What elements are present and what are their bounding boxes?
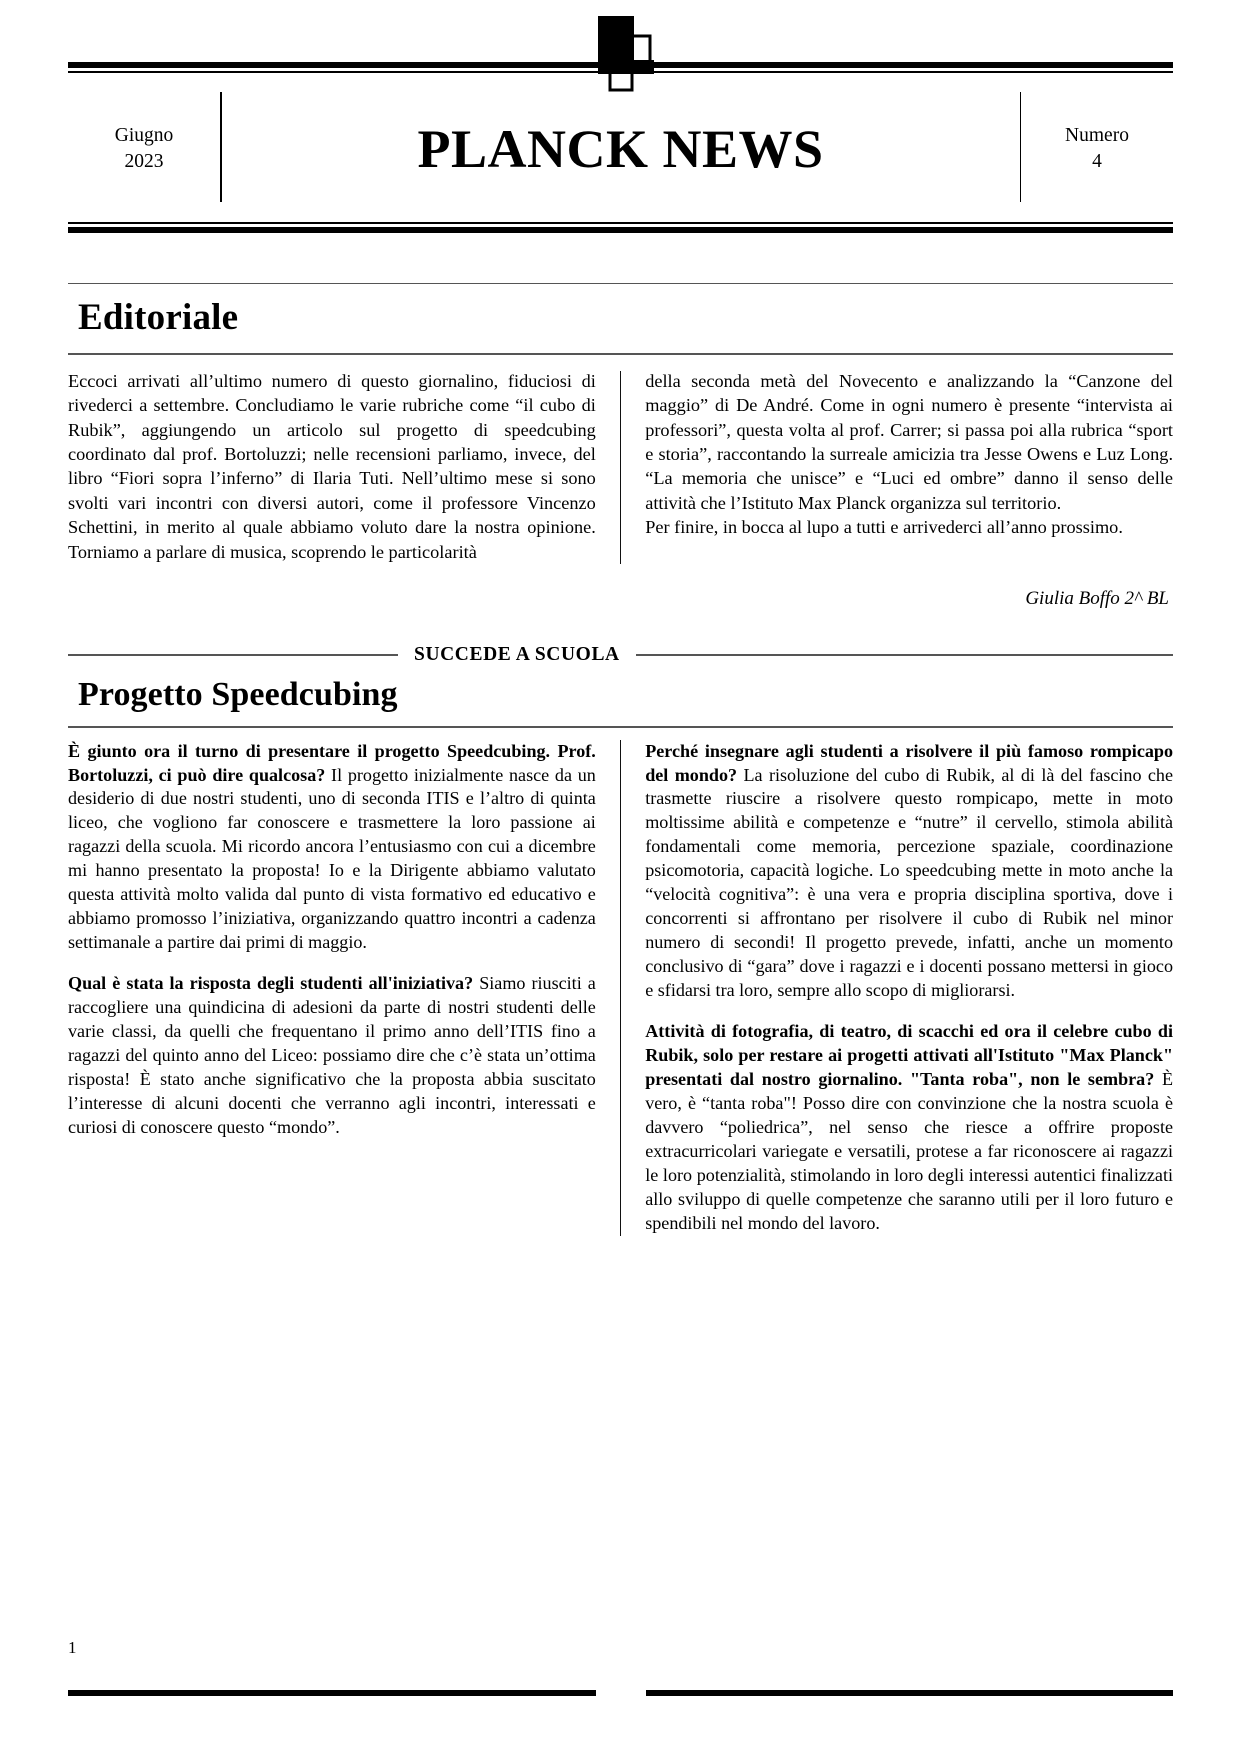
article-column-right [645,740,1173,1236]
qa-block [68,972,596,1140]
qa-question: Attività di fotografia, di teatro, di scacchi ed ora il celebre cubo di Rubik, solo per restare ai progetti attivati all'Istituto "Max Planck" presentati dal nostro giornalino. "Tanta roba", non le sembra? [645,1021,1174,1090]
article-heading: Progetto Speedcubing [78,676,398,714]
qa-block [68,740,596,956]
qa-question: Qual è stata la risposta degli studenti all'iniziativa? [68,973,474,994]
article-column-divider [620,740,621,1236]
editorial-columns [68,369,1173,564]
editorial-rule-below [68,353,1173,354]
editorial-column-left [68,369,596,564]
masthead-date-year: 2023 [124,151,164,172]
footer-rule-gap [596,1690,646,1696]
qa-answer: Il progetto inizialmente nasce da un desiderio di due nostri studenti, uno di seconda ITIS e l’altro di quinta liceo, che vogliono far conoscere e trasmettere la loro passione ai ragazzi della scuola. Mi ricordo ancora l’entusiasmo con cui a dicembre mi hanno presentato la proposta! Io e la Dirigente abbiamo valutato questa attività molto valida dal punto di vista formativo ed educativo e abbiamo promosso l’iniziativa, organizzando quattro incontri a cadenza settimanale a partire dai primi di maggio. [68,764,596,953]
masthead [68,0,1173,235]
footer-rules [68,1690,1173,1696]
editorial-paragraph: Per finire, in bocca al lupo a tutti e arrivederci all’anno prossimo. [645,517,1123,538]
footer-rule-right [646,1690,1174,1696]
qa-answer: È vero, è “tanta roba"! Posso dire con convinzione che la nostra scuola è davvero “poliedrica”, nel senso che riesce a offrire proposte extracurricolari variegate e versatili, protese a far riconoscere ai ragazzi le loro potenzialità, stimolando in loro degli interessi autentici finalizzati allo sviluppo di quelle competenze che saranno utili per il loro futuro e spendibili nel mondo del lavoro. [645,1069,1174,1233]
editorial-byline: Giulia Boffo 2^ BL [1025,588,1169,610]
planck-logo-icon [582,14,660,94]
article-columns [68,740,1173,1236]
band-label: SUCCEDE A SCUOLA [414,644,620,666]
rule-thick [68,227,1173,233]
editorial-paragraph: Eccoci arrivati all’ultimo numero di questo giornalino, fiduciosi di rivederci a settembre. Concludiamo le varie rubriche come “il cubo di Rubik”, aggiungendo un articolo sul progetto di speedcubing coordinato dal prof. Bortoluzzi; nelle recensioni parliamo, invece, del libro “Fiori sopra l’inferno” di Ilaria Tuti. Nell’ultimo mese si sono svolti vari incontri con diversi autori, come il professore Vincenzo Schettini, in merito al quale abbiamo voluto dare la nostra opinione. Torniamo a parlare di musica, scoprendo le particolarità [68,370,596,562]
masthead-body [68,90,1173,208]
editorial-heading: Editoriale [78,297,239,339]
qa-question: È giunto ora il turno di presentare il progetto Speedcubing. Prof. Bortoluzzi, ci può dire qualcosa? [68,740,596,785]
editorial-column-right [645,369,1173,564]
qa-answer: Siamo riusciti a raccogliere una quindicina di adesioni da parte di nostri studenti delle varie classi, da quelli che frequentano il primo anno dell’ITIS fino a ragazzi del quinto anno del Liceo: possiamo dire che c’è stata un’ottima risposta! È stato anche significativo che la proposta abbia suscitato l’interesse di alcuni docenti che verranno agli incontri, interessati e curiosi di conoscere questo “mondo”. [68,973,596,1138]
masthead-date-month: Giugno [114,125,174,147]
rule-thin [68,222,1173,224]
masthead-date [68,90,220,208]
editorial-section [68,283,1173,610]
masthead-issue-number: 4 [1092,151,1102,172]
masthead-issue [1021,90,1173,208]
article-rule-below-heading [68,726,1173,727]
qa-answer: La risoluzione del cubo di Rubik, al di là del fascino che trasmette riuscire a risolvere questo rompicapo, mette in moto moltissime abilità e competenze e “nutre” il cervello, stimola abilità fondamentali come memoria, percezione spaziale, coordinazione psicomotoria, capacità logiche. Lo speedcubing mette in moto anche la “velocità cognitiva”: è una vera e propria disciplina sportiva, dove i concorrenti si affrontano per risolvere il cubo di Rubik nel minor numero di secondi! Il progetto prevede, infatti, anche un momento conclusivo di “gara” dove i ragazzi e i docenti possano mettersi in gioco e sfidarsi tra loro, sempre allo scopo di migliorarsi. [645,764,1174,1001]
footer-rule-left [68,1690,596,1696]
qa-question: Perché insegnare agli studenti a risolvere il più famoso rompicapo del mondo? [645,740,1174,785]
editorial-column-divider [620,371,621,564]
qa-block [645,1020,1173,1236]
band-rule-right [636,654,1173,655]
masthead-title: PLANCK NEWS [417,119,824,179]
band-rule-left [68,654,398,655]
page-number: 1 [68,1638,77,1657]
editorial-paragraph: della seconda metà del Novecento e analizzando la “Canzone del maggio” di De André. Come in ogni numero è presente “intervista ai professori”, questa volta al prof. Carrer; si passa poi alla rubrica “sport e storia”, raccontando la surreale amicizia tra Jesse Owens e Luz Long. “La memoria che unisce” e “Luci ed ombre” danno il senso delle attività che l’Istituto Max Planck organizza sul territorio. [645,370,1174,513]
masthead-title-wrap [222,90,1020,208]
qa-block [645,740,1173,1004]
masthead-bottom-rule [68,222,1173,235]
masthead-issue-label: Numero [1065,125,1129,147]
article-column-left [68,740,596,1236]
section-band [68,644,1173,666]
